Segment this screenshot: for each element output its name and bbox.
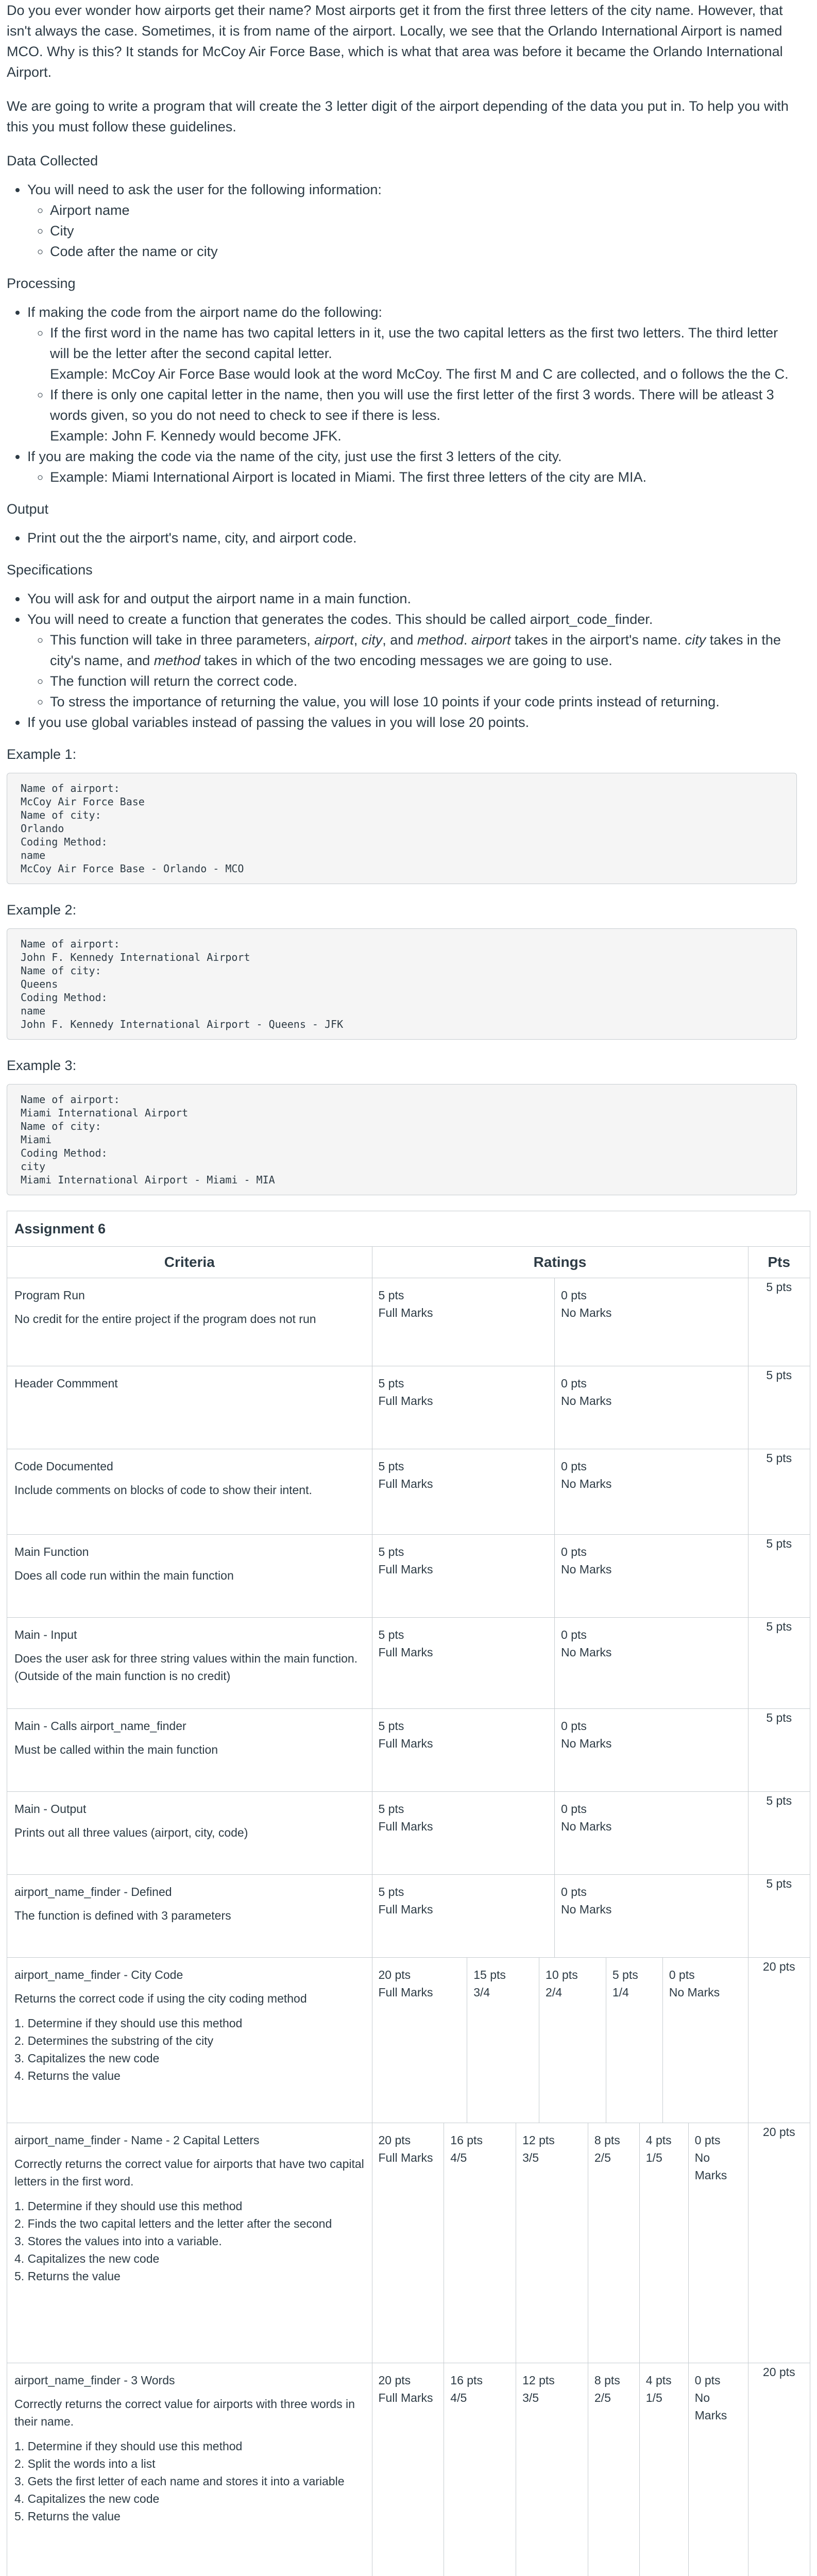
rating-option (372, 1618, 555, 1708)
example-2-label: Example 2: (7, 902, 77, 918)
rubric-table (7, 1247, 810, 2576)
criterion-description: The function is defined with 3 parameters (14, 1909, 231, 1922)
rating-description: No Marks (694, 2151, 727, 2182)
rating-option (588, 2363, 640, 2576)
rating-points: 0 pts (694, 2374, 721, 2387)
criterion-cell (7, 1366, 372, 1449)
rating-description: Full Marks (378, 1646, 433, 1659)
rating-points: 0 pts (561, 1628, 587, 1641)
spec-function-name: You will need to create a function that generates the codes. This should be called airport_code_finder. (27, 612, 653, 627)
list-item (50, 323, 797, 384)
criterion-title: airport_name_finder - 3 Words (14, 2374, 175, 2387)
rating-description: 4/5 (450, 2391, 467, 2404)
table-row (7, 1958, 810, 2123)
rating-description: No Marks (561, 1306, 612, 1319)
criterion-description: Include comments on blocks of code to show their intent. (14, 1483, 312, 1497)
rating-description: Full Marks (378, 1306, 433, 1319)
rating-option (372, 1535, 555, 1617)
rating-description: No Marks (561, 1903, 612, 1916)
rating-description: Full Marks (378, 1820, 433, 1833)
rating-points: 5 pts (612, 1968, 638, 1981)
processing-example-mccoy: Example: McCoy Air Force Base would look at the word McCoy. The first M and C are collected, and o follows the the C. (50, 366, 789, 382)
criterion-cell (7, 2363, 372, 2576)
criterion-description: Must be called within the main function (14, 1743, 218, 1756)
rating-points: 0 pts (561, 1289, 587, 1302)
rating-points: 20 pts (378, 2374, 411, 2387)
ratings-cell (372, 2123, 748, 2363)
criterion-cell (7, 1278, 372, 1366)
ratings-cell (372, 1875, 748, 1958)
table-row (7, 1278, 810, 1366)
ratings-cell (372, 1366, 748, 1449)
processing-heading: Processing (7, 276, 76, 291)
rating-option (689, 2123, 748, 2363)
rating-points: 0 pts (561, 1719, 587, 1733)
rating-description: 2/5 (594, 2391, 611, 2404)
processing-item-city: If you are making the code via the name of the city, just use the first 3 letters of the city. (27, 449, 562, 464)
rating-points: 0 pts (561, 1377, 587, 1390)
rating-option (467, 1958, 539, 2123)
rating-description: 4/5 (450, 2151, 467, 2164)
rating-option (444, 2123, 516, 2363)
rating-points: 5 pts (378, 1460, 404, 1473)
list-item: • Print out the the airport's name, city, and airport code. (27, 528, 797, 548)
list-item: ◦ The function will return the correct code. (50, 671, 797, 691)
criterion-title: Main - Output (14, 1802, 87, 1816)
list-item: • If you use global variables instead of passing the values in you will lose 20 points. (27, 712, 797, 733)
rating-option (516, 2363, 588, 2576)
rating-option (372, 1366, 555, 1449)
rating-points: 4 pts (645, 2374, 672, 2387)
criterion-long-description: 1. Determine if they should use this method 2. Split the words into a list 3. Gets the first letter of each name and stores it into a variable 4. Capitalizes the new code 5. Returns the value (14, 2439, 345, 2523)
criterion-title: Header Commment (14, 1377, 118, 1390)
criterion-cell (7, 1449, 372, 1535)
rating-points: 0 pts (561, 1460, 587, 1473)
data-collected-list (7, 179, 797, 262)
criterion-description: Does the user ask for three string values within the main function. (Outside of the main function is no credit) (14, 1652, 358, 1683)
table-row (7, 1792, 810, 1875)
list-item: ◦ This function will take in three parameters, airport, city, and method. airport takes in the airport's name. city takes in the city's name, and method takes in which of the two encoding messages we are going to use. (50, 630, 797, 671)
criterion-title: Main - Calls airport_name_finder (14, 1719, 186, 1733)
rating-option (555, 1709, 747, 1791)
table-row (7, 1535, 810, 1618)
rating-option (372, 1875, 555, 1957)
criterion-cell (7, 1792, 372, 1875)
rating-points: 0 pts (669, 1968, 695, 1981)
list-item: • You will ask for and output the airport name in a main function. (27, 588, 797, 609)
criterion-title: Main Function (14, 1545, 89, 1558)
rating-option (588, 2123, 640, 2363)
example-1-code: Name of airport: McCoy Air Force Base Name of city: Orlando Coding Method: name McCoy Air Force Base - Orlando - MCO (7, 773, 797, 884)
rating-points: 4 pts (645, 2133, 672, 2147)
table-row (7, 1449, 810, 1535)
list-item: ◦ Airport name (50, 200, 797, 221)
rating-points: 0 pts (561, 1545, 587, 1558)
rating-points: 20 pts (378, 2133, 411, 2147)
rating-points: 8 pts (594, 2374, 620, 2387)
rating-points: 5 pts (378, 1885, 404, 1899)
rating-option (555, 1618, 747, 1708)
rating-points: 5 pts (378, 1289, 404, 1302)
rating-option (606, 1958, 663, 2123)
data-collected-lead: You will need to ask the user for the following information: (27, 182, 382, 197)
table-row (7, 1709, 810, 1792)
example-3-label: Example 3: (7, 1058, 77, 1073)
ratings-cell (372, 1958, 748, 2123)
criterion-description: Correctly returns the correct value for airports that have two capital letters in the first word. (14, 2157, 364, 2188)
list-item (50, 384, 797, 446)
rating-points: 5 pts (378, 1377, 404, 1390)
criterion-description: Prints out all three values (airport, city, code) (14, 1826, 248, 1839)
rating-description: No Marks (561, 1820, 612, 1833)
points-cell: 5 pts (748, 1366, 810, 1449)
rating-option (516, 2123, 588, 2363)
list-item: ◦ City (50, 221, 797, 241)
points-cell: 5 pts (748, 1278, 810, 1366)
rating-points: 12 pts (522, 2374, 555, 2387)
rating-points: 20 pts (378, 1968, 411, 1981)
rating-description: 3/5 (522, 2151, 539, 2164)
ratings-cell (372, 1709, 748, 1792)
points-cell: 5 pts (748, 1709, 810, 1792)
rubric-title: Assignment 6 (7, 1211, 810, 1247)
points-cell: 20 pts (748, 1958, 810, 2123)
rating-description: Full Marks (378, 2391, 433, 2404)
criterion-title: Main - Input (14, 1628, 77, 1641)
criterion-title: airport_name_finder - Defined (14, 1885, 172, 1899)
rating-points: 5 pts (378, 1719, 404, 1733)
list-item (27, 446, 797, 487)
rating-description: No Marks (561, 1563, 612, 1576)
rating-option (555, 1449, 747, 1534)
processing-example-jfk: Example: John F. Kennedy would become JFK. (50, 428, 342, 444)
rating-option (555, 1875, 747, 1957)
rating-description: 3/5 (522, 2391, 539, 2404)
rating-points: 10 pts (546, 1968, 578, 1981)
criterion-cell (7, 2123, 372, 2363)
example-3-code: Name of airport: Miami International Airport Name of city: Miami Coding Method: city Miami International Airport - Miami - MIA (7, 1084, 797, 1195)
points-cell: 5 pts (748, 1875, 810, 1958)
ratings-cell (372, 1792, 748, 1875)
ratings-cell (372, 2363, 748, 2576)
rating-description: No Marks (669, 1986, 720, 1999)
rating-option (555, 1535, 747, 1617)
table-row (7, 2123, 810, 2363)
ratings-cell (372, 1535, 748, 1618)
criterion-cell (7, 1875, 372, 1958)
rating-description: 2/4 (546, 1986, 563, 1999)
points-cell: 20 pts (748, 2123, 810, 2363)
rating-option (372, 1958, 468, 2123)
rating-points: 16 pts (450, 2374, 483, 2387)
pts-header: Pts (748, 1247, 810, 1278)
criterion-title: Code Documented (14, 1460, 113, 1473)
rating-option (372, 2123, 445, 2363)
rating-points: 8 pts (594, 2133, 620, 2147)
processing-item-name: If making the code from the airport name do the following: (27, 304, 382, 320)
intro-paragraph-2: We are going to write a program that will create the 3 letter digit of the airport depending of the data you put in. To help you with this you must follow these guidelines. (7, 98, 789, 134)
example-2-code: Name of airport: John F. Kennedy International Airport Name of city: Queens Coding Method: name John F. Kennedy International Airport - Queens - JFK (7, 928, 797, 1040)
criterion-cell (7, 1618, 372, 1709)
criterion-long-description: 1. Determine if they should use this method 2. Determines the substring of the city 3. Capitalizes the new code 4. Returns the value (14, 2016, 243, 2082)
rating-description: No Marks (561, 1477, 612, 1490)
rating-description: Full Marks (378, 2151, 433, 2164)
rating-description: Full Marks (378, 1986, 433, 1999)
rating-option (539, 1958, 606, 2123)
rating-description: Full Marks (378, 1903, 433, 1916)
criterion-description: No credit for the entire project if the program does not run (14, 1312, 316, 1326)
points-cell: 5 pts (748, 1618, 810, 1709)
points-cell: 5 pts (748, 1535, 810, 1618)
rating-points: 16 pts (450, 2133, 483, 2147)
rating-points: 0 pts (561, 1802, 587, 1816)
points-cell: 5 pts (748, 1449, 810, 1535)
criteria-header: Criteria (7, 1247, 372, 1278)
rating-points: 0 pts (561, 1885, 587, 1899)
rating-points: 5 pts (378, 1628, 404, 1641)
criterion-title: airport_name_finder - City Code (14, 1968, 183, 1981)
table-row (7, 2363, 810, 2576)
rating-description: 3/4 (473, 1986, 490, 1999)
rating-option (689, 2363, 748, 2576)
ratings-cell (372, 1449, 748, 1535)
rating-option (372, 1709, 555, 1791)
list-item: ◦ Example: Miami International Airport is located in Miami. The first three letters of the city are MIA. (50, 467, 797, 487)
data-collected-heading: Data Collected (7, 153, 98, 168)
output-heading: Output (7, 501, 49, 517)
list-item (27, 302, 797, 446)
rating-option (372, 1792, 555, 1874)
output-list (7, 528, 797, 548)
rating-description: No Marks (561, 1737, 612, 1750)
criterion-description: Correctly returns the correct value for airports with three words in their name. (14, 2397, 355, 2428)
rating-description: 1/5 (645, 2151, 662, 2164)
specifications-list (7, 588, 797, 733)
rating-description: Full Marks (378, 1563, 433, 1576)
rating-option (555, 1792, 747, 1874)
table-row (7, 1618, 810, 1709)
rating-option (372, 1278, 555, 1366)
criterion-cell (7, 1535, 372, 1618)
list-item (27, 609, 797, 712)
criterion-description: Returns the correct code if using the city coding method (14, 1992, 307, 2005)
rating-option (555, 1278, 747, 1366)
list-item: ◦ Code after the name or city (50, 241, 797, 262)
ratings-header: Ratings (372, 1247, 748, 1278)
rating-option (555, 1366, 747, 1449)
processing-rule-two-capitals: If the first word in the name has two capital letters in it, use the two capital letters as the first two letters. The third letter will be the letter after the second capital letter. (50, 325, 778, 361)
list-item: ◦ To stress the importance of returning the value, you will lose 10 points if your code prints instead of returning. (50, 691, 797, 712)
rating-points: 0 pts (694, 2133, 721, 2147)
rating-description: No Marks (561, 1394, 612, 1408)
criterion-title: airport_name_finder - Name - 2 Capital Letters (14, 2133, 260, 2147)
rubric (7, 1211, 810, 2576)
ratings-cell (372, 1278, 748, 1366)
example-1-label: Example 1: (7, 747, 77, 762)
rating-option (640, 2123, 689, 2363)
intro-paragraph-1: Do you ever wonder how airports get their name? Most airports get it from the first three letters of the city name. However, that isn't always the case. Sometimes, it is from name of the airport. Locally, we see that the Orlando International Airport is named MCO. Why is this? It stands for McCoy Air Force Base, which is what that area was before it became the Orlando International Airport. (7, 3, 783, 80)
list-item (27, 179, 797, 262)
rating-description: 2/5 (594, 2151, 611, 2164)
ratings-cell (372, 1618, 748, 1709)
rating-description: Full Marks (378, 1737, 433, 1750)
rating-option (372, 2363, 445, 2576)
specifications-heading: Specifications (7, 562, 93, 578)
table-row (7, 1875, 810, 1958)
rating-description: Full Marks (378, 1394, 433, 1408)
rating-description: No Marks (694, 2391, 727, 2422)
rubric-body (7, 1278, 810, 2576)
rating-description: No Marks (561, 1646, 612, 1659)
rating-description: Full Marks (378, 1477, 433, 1490)
rating-option (640, 2363, 689, 2576)
rating-option (663, 1958, 748, 2123)
criterion-long-description: 1. Determine if they should use this method 2. Finds the two capital letters and the letter after the second 3. Stores the values into into a variable. 4. Capitalizes the new code 5. Returns the value (14, 2199, 332, 2283)
processing-rule-one-capital: If there is only one capital letter in the name, then you will use the first letter of the first 3 words. There will be atleast 3 words given, so you do not need to check to see if there is less. (50, 387, 774, 423)
points-cell: 20 pts (748, 2363, 810, 2576)
rating-description: 1/5 (645, 2391, 662, 2404)
points-cell: 5 pts (748, 1792, 810, 1875)
criterion-description: Does all code run within the main function (14, 1569, 234, 1582)
criterion-cell (7, 1958, 372, 2123)
criterion-title: Program Run (14, 1289, 85, 1302)
criterion-cell (7, 1709, 372, 1792)
processing-list (7, 302, 797, 487)
rating-points: 5 pts (378, 1802, 404, 1816)
rating-option (372, 1449, 555, 1534)
table-row (7, 1366, 810, 1449)
rating-description: 1/4 (612, 1986, 629, 1999)
rating-points: 5 pts (378, 1545, 404, 1558)
rating-points: 15 pts (473, 1968, 506, 1981)
rating-option (444, 2363, 516, 2576)
rating-points: 12 pts (522, 2133, 555, 2147)
